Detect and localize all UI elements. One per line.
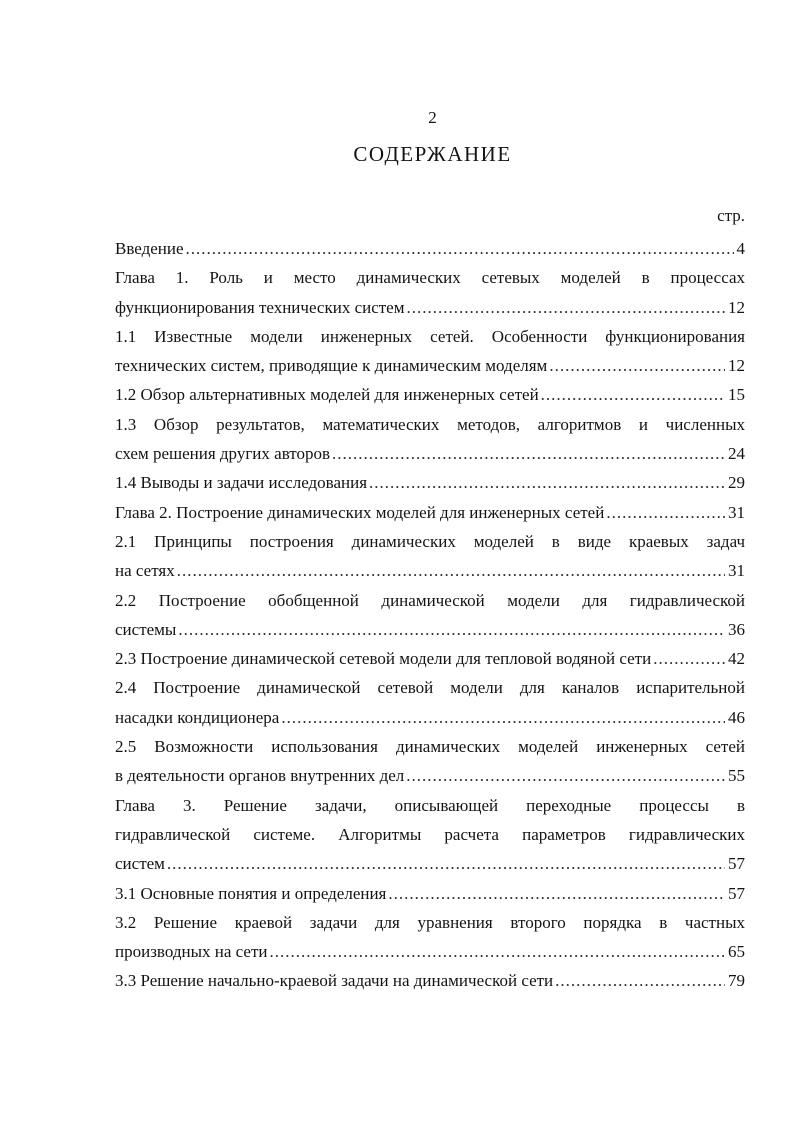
- toc-entry: [115, 468, 745, 497]
- toc-entry-text: на сетях: [115, 561, 175, 581]
- toc-entry: [115, 380, 745, 409]
- toc-page-number: 4: [736, 239, 745, 258]
- toc-entry-text: функционирования технических систем: [115, 297, 405, 317]
- toc-page-number: 79: [728, 971, 745, 991]
- toc-entry-text: 1.4 Выводы и задачи исследования: [115, 473, 368, 493]
- toc-page-number: 46: [728, 707, 745, 727]
- toc-entry-text: в деятельности органов внутренних дел: [115, 766, 405, 786]
- toc-entry: [115, 732, 745, 791]
- toc-entry-final-line: [115, 644, 745, 673]
- toc-entry: [115, 879, 745, 908]
- toc-entry: [115, 966, 745, 995]
- toc-entry-final-line: [115, 380, 745, 409]
- toc-dot-leader: [269, 937, 725, 966]
- toc-dot-leader: [369, 468, 725, 497]
- toc-entry: [115, 234, 745, 263]
- toc-entry-line: 2.1 Принципы построения динамических моделей в виде краевых задач: [115, 531, 745, 551]
- toc-entry-line: 1.1 Известные модели инженерных сетей. Особенности функционирования: [115, 326, 745, 346]
- toc-entry-line: 2.2 Построение обобщенной динамической модели для гидравлической: [115, 590, 745, 610]
- toc-dot-leader: [177, 556, 725, 585]
- toc-entry-text: Введение: [115, 239, 184, 258]
- toc-entry-text: Глава 2. Построение динамических моделей для инженерных сетей: [115, 502, 605, 522]
- toc-entry: [115, 586, 745, 645]
- toc-entry: [115, 908, 745, 967]
- toc-dot-leader: [186, 234, 734, 263]
- toc-entry-line: 3.2 Решение краевой задачи для уравнения второго порядка в частных: [115, 912, 745, 932]
- toc-entry-final-line: [115, 615, 745, 644]
- toc-dot-leader: [606, 498, 725, 527]
- toc-dot-leader: [406, 761, 725, 790]
- toc-entry-line: Глава 1. Роль и место динамических сетевых моделей в процессах: [115, 268, 745, 288]
- toc-entry-final-line: [115, 556, 745, 585]
- toc-entry: [115, 498, 745, 527]
- toc-dot-leader: [549, 351, 725, 380]
- toc-page-number: 57: [728, 883, 745, 903]
- toc-entry-final-line: [115, 439, 745, 468]
- toc-entry-final-line: [115, 468, 745, 497]
- toc-entry: [115, 527, 745, 586]
- toc-entry-text: производных на сети: [115, 942, 268, 962]
- toc-page-number: 15: [728, 385, 745, 405]
- page-title: СОДЕРЖАНИЕ: [353, 142, 512, 166]
- toc-page-number: 12: [728, 297, 745, 317]
- toc-entry-line: 1.3 Обзор результатов, математических методов, алгоритмов и численных: [115, 414, 745, 434]
- toc-entry-text: 1.2 Обзор альтернативных моделей для инженерных сетей: [115, 385, 539, 405]
- toc-entry: [115, 673, 745, 732]
- toc-page-number: 57: [728, 854, 745, 874]
- page-number: 2: [428, 108, 437, 127]
- toc-entry-text: 2.3 Построение динамической сетевой модели для тепловой водяной сети: [115, 649, 652, 669]
- toc-entry-text: схем решения других авторов: [115, 444, 331, 464]
- toc-dot-leader: [281, 703, 725, 732]
- toc-page-number: 65: [728, 942, 745, 962]
- toc-entry-final-line: [115, 498, 745, 527]
- page-column-label: стр.: [717, 206, 745, 225]
- toc-entry-final-line: [115, 761, 745, 790]
- toc-entry-final-line: [115, 879, 745, 908]
- toc-page-number: 42: [728, 649, 745, 669]
- toc-entry-text: системы: [115, 619, 177, 639]
- toc-page-number: 12: [728, 356, 745, 376]
- toc-entry-final-line: [115, 849, 745, 878]
- toc-entry-line: 2.4 Построение динамической сетевой модели для каналов испарительной: [115, 678, 745, 698]
- toc-entry-line: 2.5 Возможности использования динамических моделей инженерных сетей: [115, 737, 745, 757]
- toc-entry-final-line: [115, 937, 745, 966]
- toc-entry-text: технических систем, приводящие к динамическим моделям: [115, 356, 548, 376]
- toc-entry-line: гидравлической системе. Алгоритмы расчета параметров гидравлических: [115, 824, 745, 844]
- toc-entry: [115, 644, 745, 673]
- toc-dot-leader: [388, 879, 725, 908]
- toc-entry-line: Глава 3. Решение задачи, описывающей переходные процессы в: [115, 795, 745, 815]
- toc-entry-text: систем: [115, 854, 165, 874]
- toc-dot-leader: [167, 849, 725, 878]
- toc-page-number: 36: [728, 619, 745, 639]
- toc-entry-text: насадки кондиционера: [115, 707, 280, 727]
- toc-entry-final-line: [115, 234, 745, 263]
- toc-entry-final-line: [115, 703, 745, 732]
- toc-dot-leader: [555, 966, 725, 995]
- toc-entry-text: 3.1 Основные понятия и определения: [115, 883, 387, 903]
- toc-entry: [115, 263, 745, 322]
- toc-dot-leader: [178, 615, 725, 644]
- toc-dot-leader: [407, 293, 726, 322]
- toc-page-number: 29: [728, 473, 745, 493]
- toc-dot-leader: [541, 380, 725, 409]
- toc-entry-final-line: [115, 351, 745, 380]
- toc-dot-leader: [653, 644, 725, 673]
- toc-page-number: 55: [728, 766, 745, 786]
- toc-entry-final-line: [115, 293, 745, 322]
- toc-entry: [115, 791, 745, 879]
- toc-page-number: 31: [728, 561, 745, 581]
- toc-dot-leader: [332, 439, 725, 468]
- toc-page-number: 24: [728, 444, 745, 464]
- table-of-contents: [115, 234, 745, 996]
- toc-entry: [115, 410, 745, 469]
- toc-page-number: 31: [728, 502, 745, 522]
- toc-entry: [115, 322, 745, 381]
- toc-entry-final-line: [115, 966, 745, 995]
- toc-entry-text: 3.3 Решение начально-краевой задачи на динамической сети: [115, 971, 554, 991]
